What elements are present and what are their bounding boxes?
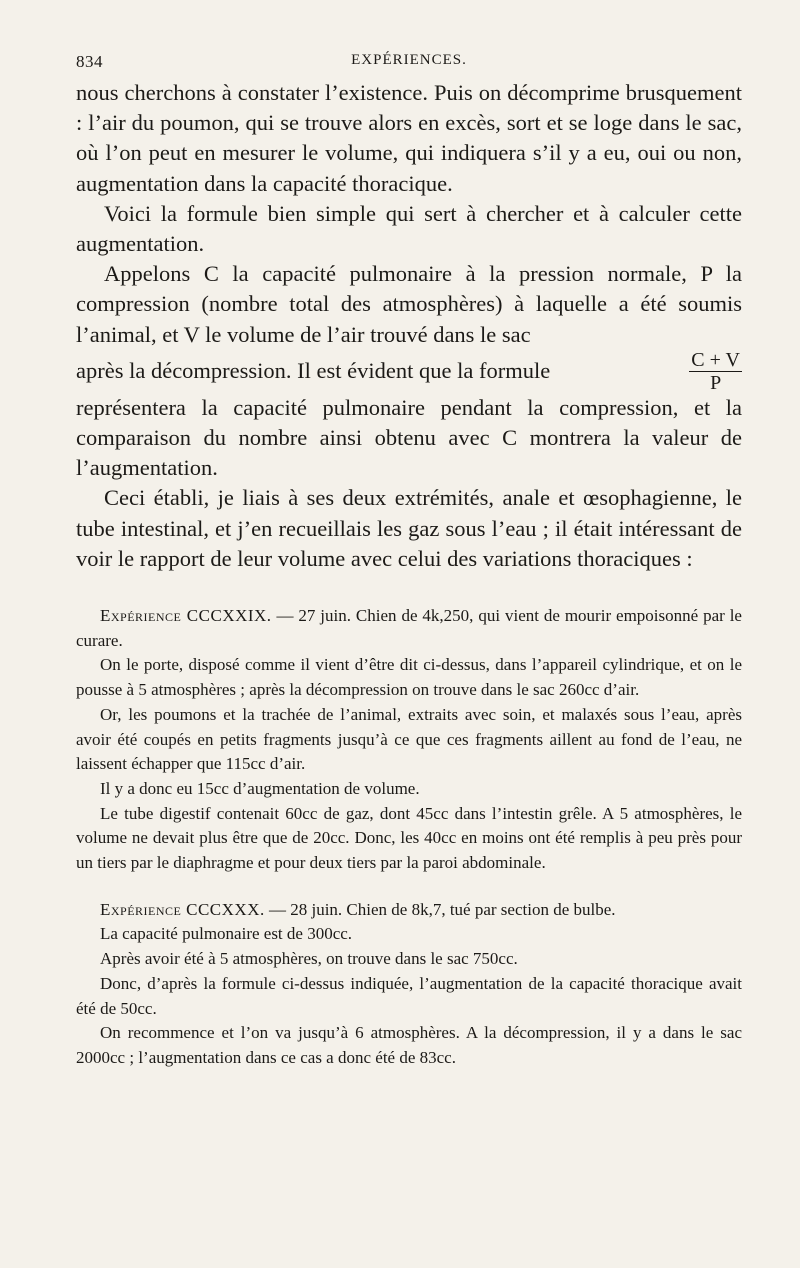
experiment-line: Le tube digestif contenait 60cc de gaz, dont 45cc dans l’intestin grêle. A 5 atmosphères, le volume ne devait plus être que de 20cc. Donc, les 40cc en moins ont été remplis à peu près pour un tiers par le diaphragme et pour deux tiers par la paroi abdominale. xyxy=(76,803,742,873)
running-header xyxy=(76,48,742,76)
paragraph-formula-intro: Voici la formule bien simple qui sert à chercher et à calculer cette augmentation. xyxy=(76,200,742,257)
experiment-section xyxy=(76,604,742,1071)
experiment-line: Il y a donc eu 15cc d’augmentation de volume. xyxy=(100,778,420,798)
paragraph-method: Ceci établi, je liais à ses deux extrémités, anale et œsophagienne, le tube intestinal, et j’en recueillais les gaz sous l’eau ; il était intéressant de voir le rapport de leur volume avec celui des variations thoraciques : xyxy=(76,485,742,571)
main-text xyxy=(76,78,742,1071)
experiment-line: La capacité pulmonaire est de 300cc. xyxy=(100,924,353,944)
experiment-line: Après avoir été à 5 atmosphères, on trouve dans le sac 750cc. xyxy=(100,949,518,969)
paragraph-continuation: nous cherchons à constater l’existence. Puis on décomprime brusquement : l’air du poumon, qui se trouve alors en excès, sort et se loge dans le sac, où l’on peut en mesurer le volume, qui indiquera s’il y a eu, oui ou non, augmentation dans la capacité thoracique. xyxy=(76,80,742,196)
experiment-heading xyxy=(76,604,742,653)
experiment-line: On recommence et l’on va jusqu’à 6 atmosphères. A la décompression, il y a dans le sac 2000cc ; l’augmentation dans ce cas a donc été de 83cc. xyxy=(76,1023,742,1067)
experiment-intro: — 28 juin. Chien de 8k,7, tué par section de bulbe. xyxy=(264,899,616,919)
formula-line xyxy=(76,350,742,393)
experiment-heading xyxy=(76,898,742,923)
page-number: 834 xyxy=(76,52,103,71)
formula-denominator: P xyxy=(710,371,722,394)
experiment-intro: — 27 juin. Chien de 4k,250, qui vient de mourir empoisonné par le curare. xyxy=(76,606,742,650)
experiment-line: On le porte, disposé comme il vient d’être dit ci-dessus, dans l’appareil cylindrique, et on le pousse à 5 atmosphères ; après la décompression on trouve dans le sac 260cc d’air. xyxy=(76,655,742,700)
paragraph-formula-meaning: représentera la capacité pulmonaire pendant la compression, et la comparaison du nombre ainsi obtenu avec C montrera la valeur de l’augmentation. xyxy=(76,394,742,481)
running-title: EXPÉRIENCES. xyxy=(351,52,467,68)
experiment-label: Expérience CCCXXIX. xyxy=(100,606,272,626)
experiment-label: Expérience CCCXXX. xyxy=(100,899,265,919)
paragraph-definitions: Appelons C la capacité pulmonaire à la pression normale, P la compression (nombre total des atmosphères) à laquelle a été soumis l’animal, et V le volume de l’air trouvé dans le sac xyxy=(76,261,742,347)
formula-fraction xyxy=(689,350,742,393)
formula-prefix-text: après la décompression. Il est évident que la formule xyxy=(76,358,551,384)
experiment-line: Or, les poumons et la trachée de l’animal, extraits avec soin, et malaxés sous l’eau, après avoir été coupés en petits fragments jusqu’à ce que ces fragments aillent au fond de l’eau, ne laissent échapper que 115cc d’air. xyxy=(76,704,742,774)
experiment-line: Donc, d’après la formule ci-dessus indiquée, l’augmentation de la capacité thoracique avait été de 50cc. xyxy=(76,973,742,1018)
formula-numerator: C + V xyxy=(691,348,740,371)
large-type-section xyxy=(76,78,742,574)
